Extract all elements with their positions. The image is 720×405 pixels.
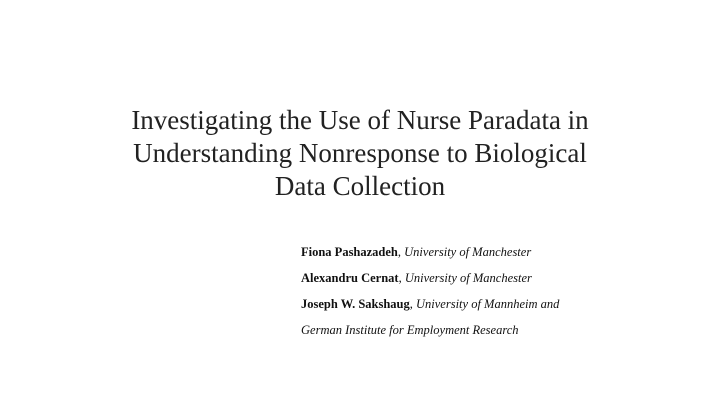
slide-title xyxy=(60,104,660,203)
author-name: Fiona Pashazadeh xyxy=(301,245,398,259)
title-line-1: Investigating the Use of Nurse Paradata in xyxy=(131,105,589,135)
author-entry-sakshaug xyxy=(301,291,701,317)
author-entry-cernat xyxy=(301,265,701,291)
title-line-3: Data Collection xyxy=(274,171,446,201)
author-name: Joseph W. Sakshaug xyxy=(301,297,410,311)
affiliation-continuation: German Institute for Employment Research xyxy=(301,323,519,337)
author-separator: , xyxy=(398,271,405,285)
author-affiliation: University of Mannheim and xyxy=(416,297,560,311)
author-affiliation: University of Manchester xyxy=(404,271,532,285)
author-affiliation: University of Manchester xyxy=(404,245,532,259)
author-separator: , xyxy=(397,245,405,259)
title-line-2: Understanding Nonresponse to Biological xyxy=(133,138,587,168)
author-entry-pashazadeh xyxy=(301,239,701,265)
author-name: Alexandru Cernat xyxy=(301,271,399,285)
author-list xyxy=(301,239,701,343)
author-separator: , xyxy=(409,297,416,311)
